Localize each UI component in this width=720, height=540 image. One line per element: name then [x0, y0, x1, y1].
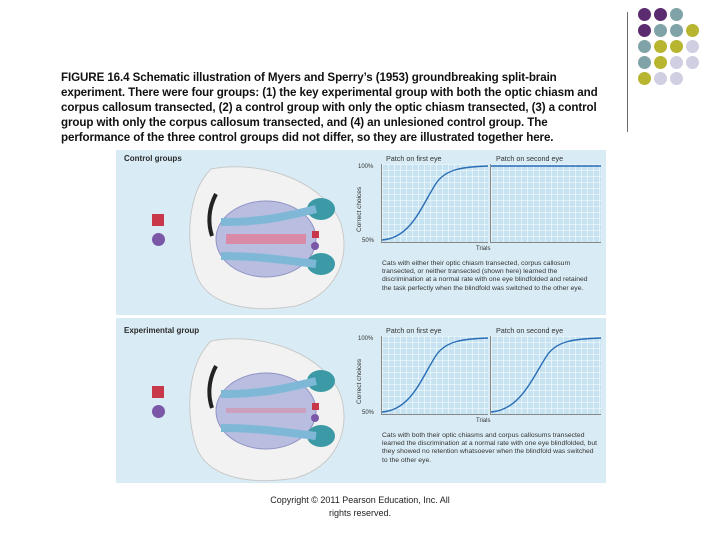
learning-curve — [491, 336, 601, 414]
copyright-line-1: Copyright © 2011 Pearson Education, Inc. All — [270, 495, 450, 505]
control-panel-title: Control groups — [124, 154, 182, 163]
dot — [670, 8, 683, 21]
retention-line — [491, 164, 601, 242]
dot — [686, 40, 699, 53]
dot — [638, 40, 651, 53]
plot-title-second-eye: Patch on second eye — [496, 326, 564, 335]
y-axis-title: Correct choices — [356, 186, 363, 232]
plot-title-first-eye: Patch on first eye — [386, 154, 442, 163]
plot-title-second-eye: Patch on second eye — [496, 154, 564, 163]
dot — [654, 24, 667, 37]
divider-line — [627, 12, 628, 132]
dot — [686, 24, 699, 37]
x-axis-title: Trials — [476, 418, 491, 424]
copyright-line-2: rights reserved. — [328, 508, 392, 518]
dot — [686, 56, 699, 69]
circle-stimulus-icon — [152, 233, 165, 246]
learning-curve — [382, 164, 488, 242]
y-axis-title: Correct choices — [356, 358, 363, 404]
y-axis-top-label: 100% — [358, 336, 374, 342]
dot — [638, 24, 651, 37]
dot — [654, 40, 667, 53]
dot — [638, 56, 651, 69]
circle-stimulus-icon — [152, 405, 165, 418]
y-axis-bottom-label: 50% — [362, 410, 375, 416]
panel-separator — [116, 315, 606, 318]
experimental-panel-title: Experimental group — [124, 326, 200, 335]
plot-second-eye — [490, 336, 601, 415]
plot-first-eye — [381, 336, 488, 415]
square-stimulus-icon — [152, 214, 164, 226]
learning-curve — [382, 336, 488, 414]
dot — [670, 56, 683, 69]
control-panel — [116, 150, 606, 310]
y-axis-top-label: 100% — [358, 164, 374, 170]
dot — [670, 24, 683, 37]
experimental-panel — [116, 322, 606, 482]
experimental-description: Cats with both their optic chiasms and corpus callosums transected learned the discrimination at a normal rate with one eye blindfolded, but they showed no retention whatsoever when the blindfold was switched to the other eye. — [382, 432, 597, 464]
y-axis-bottom-label: 50% — [362, 238, 375, 244]
figure-caption: FIGURE 16.4 Schematic illustration of Myers and Sperry’s (1953) groundbreaking split-brain experiment. There were four groups: (1) the key experimental group with both the optic chiasm and corpus callosum transected, (2) a control group with only the optic chiasm transected, (3) a control group with only the corpus callosum transected, and (4) an unlesioned control group. The performance of the three control groups did not differ, so they are illustrated together here. — [61, 71, 598, 144]
dot — [654, 56, 667, 69]
x-axis-title: Trials — [476, 246, 491, 252]
figure — [116, 150, 606, 483]
square-stimulus-icon — [152, 386, 164, 398]
plot-second-eye — [490, 164, 601, 243]
dot — [654, 8, 667, 21]
control-description: Cats with either their optic chiasm transected, corpus callosum transected, or neither transected (shown here) learned the discrimination at a normal rate with one eye blindfolded and retained the task perfectly when the blindfold was switched to the other eye. — [382, 260, 588, 292]
copyright-notice — [240, 494, 480, 520]
plot-title-first-eye: Patch on first eye — [386, 326, 442, 335]
dot — [638, 72, 651, 85]
dot — [654, 72, 667, 85]
dot — [670, 72, 683, 85]
plot-first-eye — [381, 164, 488, 243]
dot — [638, 8, 651, 21]
dot — [670, 40, 683, 53]
